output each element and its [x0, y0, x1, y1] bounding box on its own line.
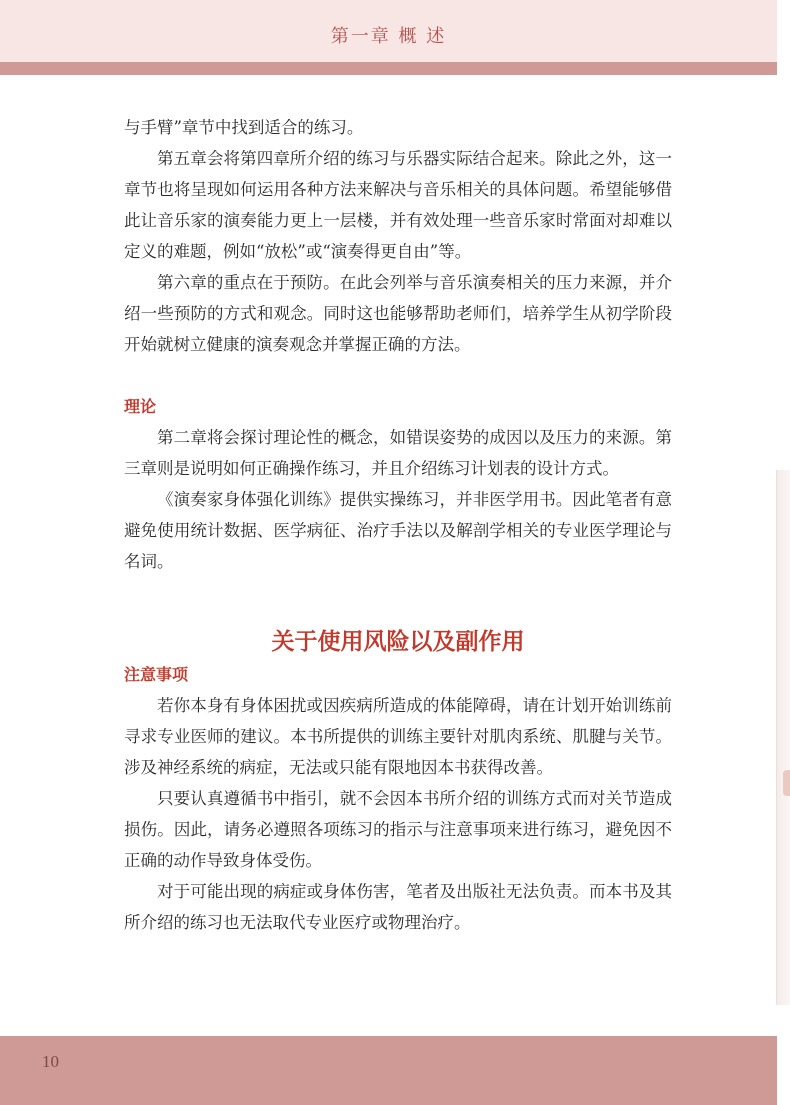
paragraph-notes-1: 若你本身有身体困扰或因疾病所造成的体能障碍，请在计划开始训练前寻求专业医师的建议。本书所提供的训练主要针对肌肉系统、肌腱与关节。涉及神经系统的病症，无法或只能有限地因本书获得改善。: [124, 696, 672, 777]
section-heading-risks: 关于使用风险以及副作用: [271, 628, 525, 655]
paragraph-theory-2: [124, 484, 672, 577]
paragraph-theory-1: 第二章将会探讨理论性的概念，如错误姿势的成因以及压力的来源。第三章则是说明如何正确操作练习，并且介绍练习计划表的设计方式。: [124, 428, 672, 478]
page-number: 10: [42, 1052, 59, 1071]
page-footer: [0, 1036, 777, 1105]
paragraph-chapter5: 第五章会将第四章所介绍的练习与乐器实际结合起来。除此之外，这一章节也将呈现如何运用各种方法来解决与音乐相关的具体问题。希望能够借此让音乐家的演奏能力更上一层楼，并有效处理一些音乐家时常面对却难以定义的难题，例如“放松”或“演奏得更自由”等。: [124, 149, 672, 261]
header-band: [0, 62, 777, 75]
adjacent-page-edge: [776, 470, 790, 1005]
spacer: [124, 577, 672, 625]
paragraph-chapter6: 第六章的重点在于预防。在此会列举与音乐演奏相关的压力来源，并介绍一些预防的方式和观念。同时这也能够帮助老师们，培养学生从初学阶段开始就树立健康的演奏观念并掌握正确的方法。: [124, 273, 672, 354]
subheading-notes: 注意事项: [124, 665, 189, 684]
paragraph-notes-3: 对于可能出现的病症或身体伤害，笔者及出版社无法负责。而本书及其所介绍的练习也无法取代专业医疗或物理治疗。: [124, 882, 672, 932]
paragraph-theory-2-text: 提供实操练习，并非医学用书。因此笔者有意避免使用统计数据、医学病征、治疗手法以及解剖学相关的专业医学理论与名词。: [124, 490, 673, 571]
page-body: [124, 112, 672, 938]
header-edge: [777, 0, 790, 75]
text-line-continuation: 与手臂”章节中找到适合的练习。: [124, 118, 364, 137]
spacer: [124, 360, 672, 391]
page-edge-mark: [783, 770, 790, 796]
section-heading-theory: 理论: [124, 397, 157, 416]
book-title: 《演奏家身体强化训练》: [157, 490, 340, 509]
chapter-title: 第一章 概 述: [330, 26, 447, 47]
paragraph-notes-2: 只要认真遵循书中指引，就不会因本书所介绍的训练方式而对关节造成损伤。因此，请务必遵照各项练习的指示与注意事项来进行练习，避免因不正确的动作导致身体受伤。: [124, 789, 672, 870]
page-header: [0, 0, 777, 62]
